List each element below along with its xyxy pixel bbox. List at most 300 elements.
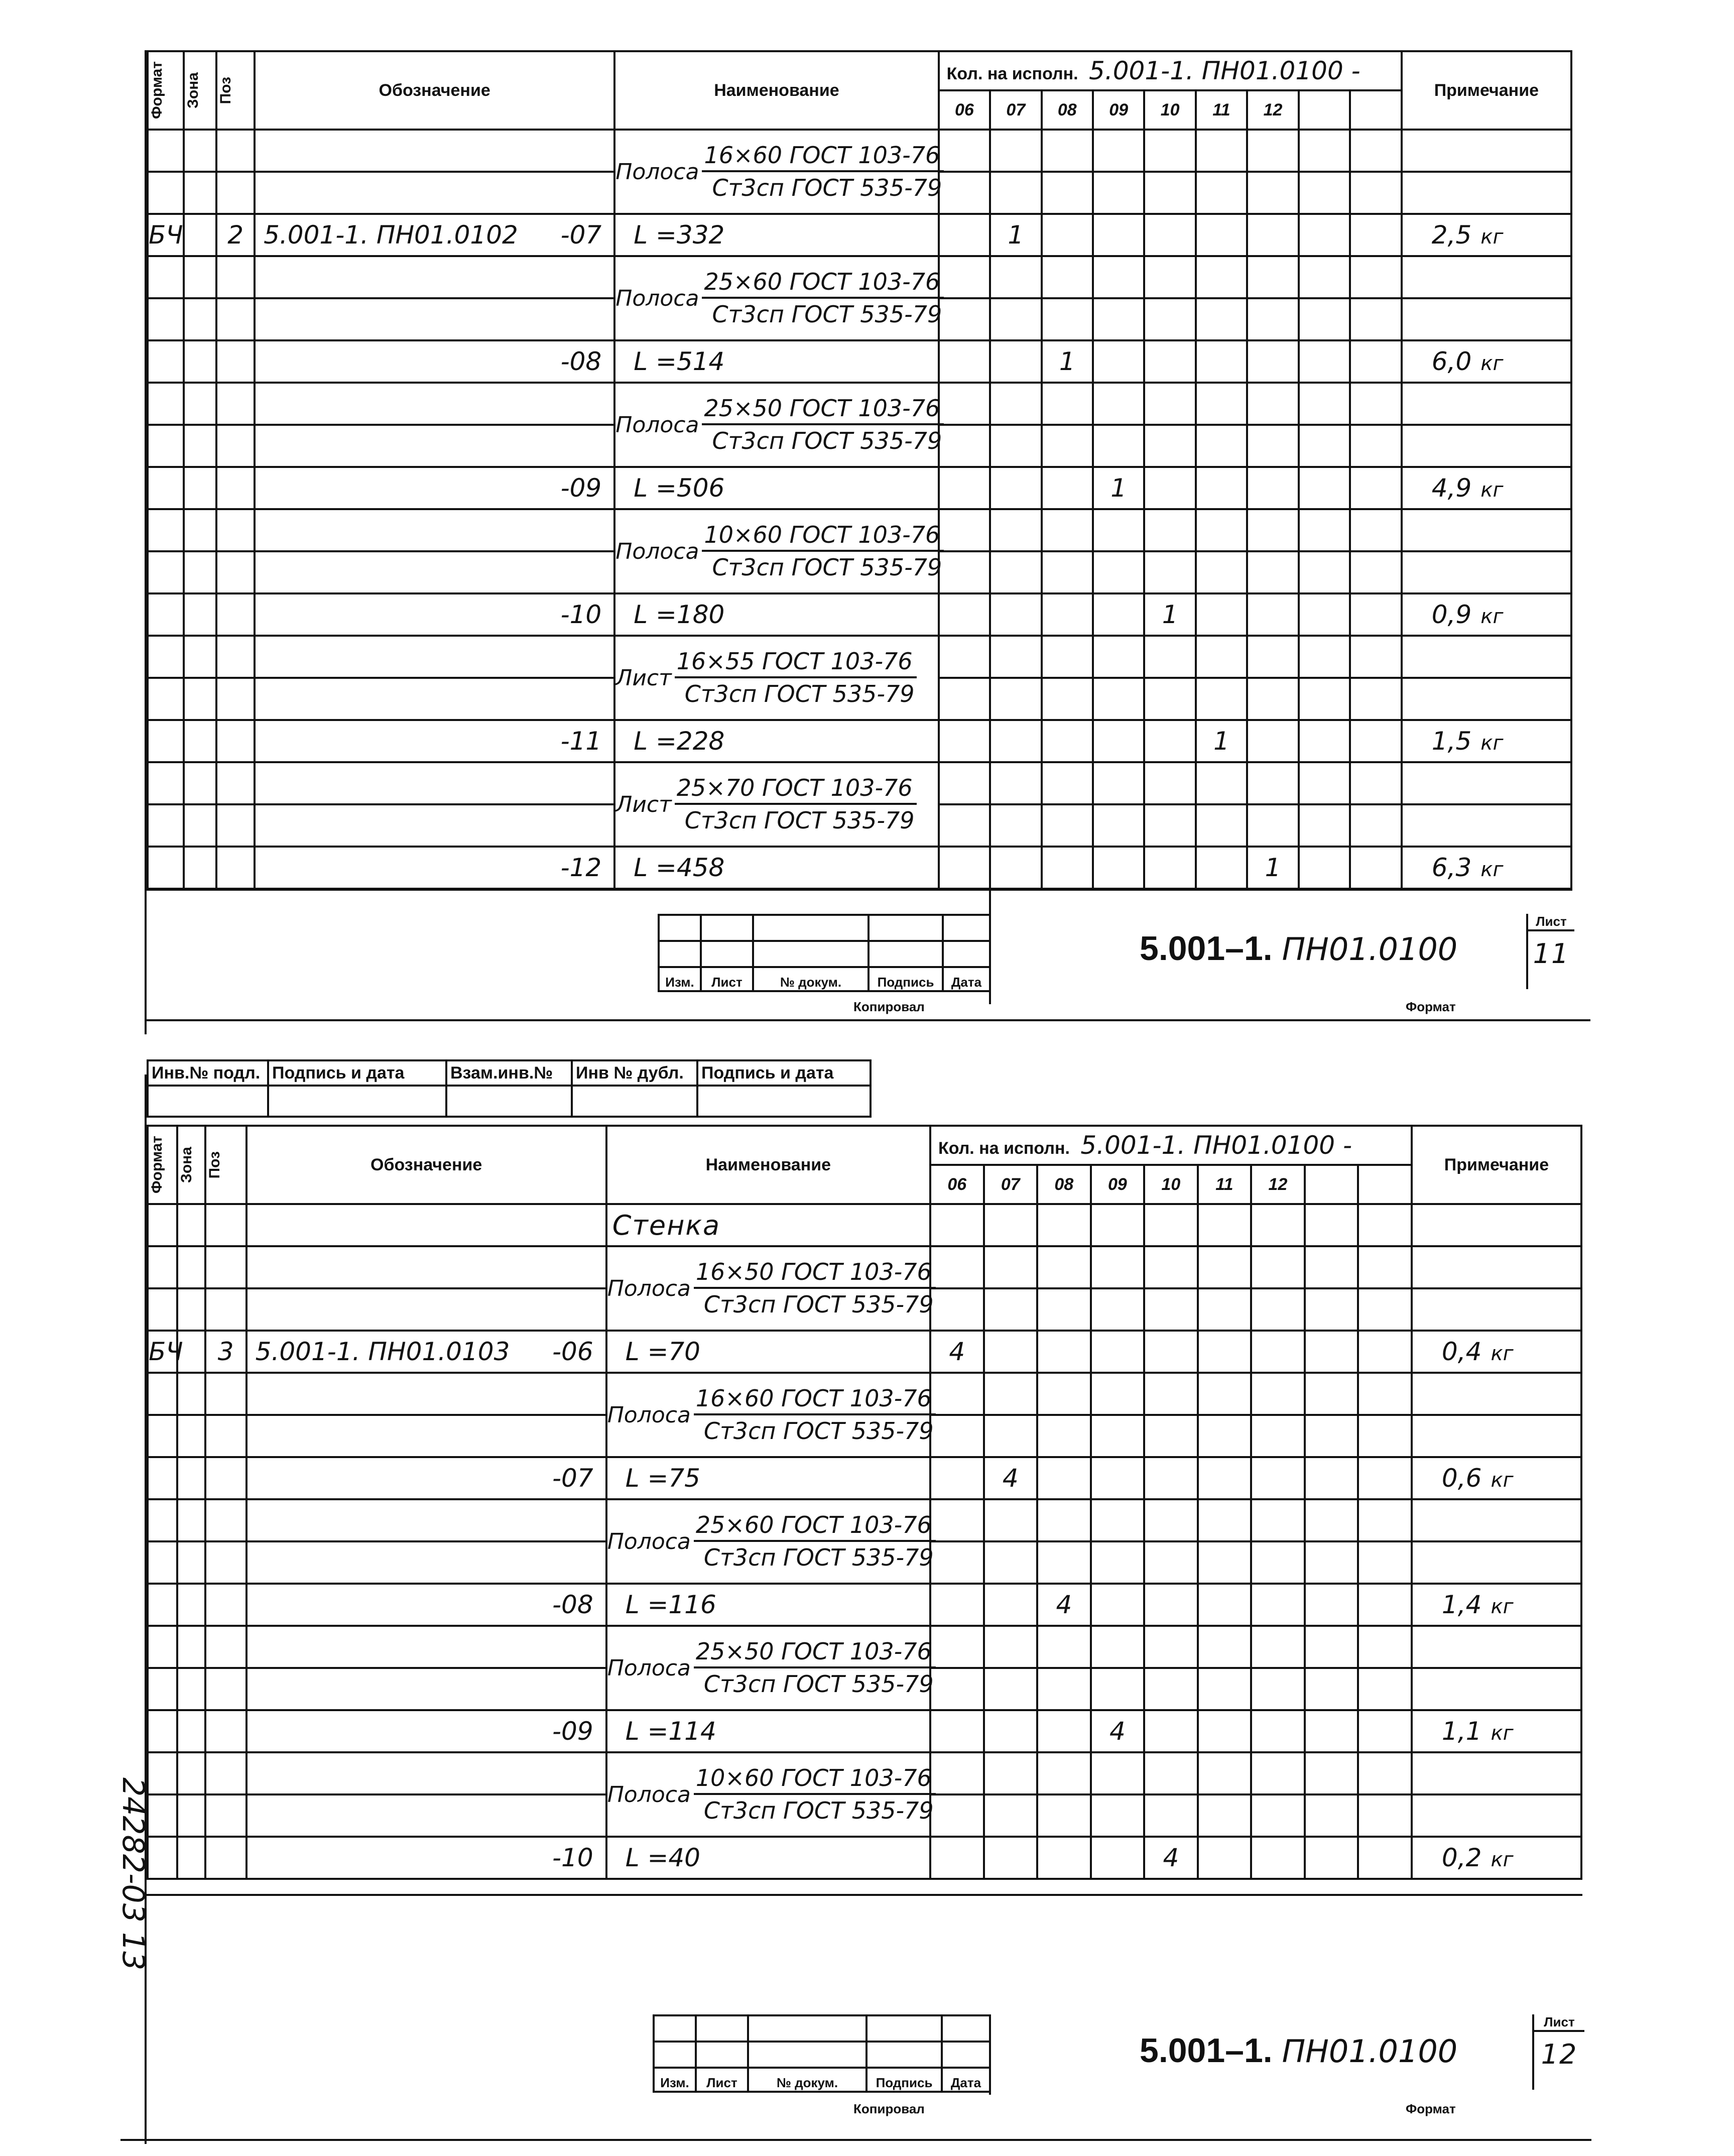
note-cell <box>1402 762 1571 804</box>
qty-cell <box>984 1710 1038 1752</box>
qty-cell <box>1144 1331 1198 1373</box>
qty-cell <box>1037 1837 1091 1879</box>
qty-cell <box>1144 1457 1198 1499</box>
zone-cell <box>177 1584 205 1626</box>
group-name: Стенка <box>606 1204 930 1246</box>
qty-cell <box>990 720 1041 762</box>
tb-label-sign: Подпись <box>869 967 943 991</box>
qty-cell <box>1091 1626 1145 1668</box>
qty-cell <box>1037 1331 1091 1373</box>
item-row <box>148 1837 1581 1879</box>
frame-bottom <box>120 2139 1591 2141</box>
qty-cell <box>1144 1415 1198 1457</box>
note-cell <box>1402 383 1571 425</box>
empty-cell <box>184 172 217 214</box>
qty-cell <box>1299 551 1350 593</box>
qty-cell <box>939 340 990 383</box>
qty-cell <box>1247 214 1298 256</box>
tb-label-date: Дата <box>943 967 990 991</box>
title-block-grid <box>653 2014 991 2093</box>
tb-label-list: Лист <box>701 967 753 991</box>
qty-cell <box>1198 1710 1252 1752</box>
qty-cell <box>1196 130 1247 172</box>
qty-cell <box>1247 172 1298 214</box>
qty-cell <box>1350 383 1402 425</box>
qty-cell <box>1144 467 1195 509</box>
qty-cell <box>1144 551 1195 593</box>
zone-cell <box>177 1710 205 1752</box>
material-row <box>148 383 1571 425</box>
item-row <box>148 1457 1581 1499</box>
designation-suffix: -10 <box>560 600 602 629</box>
qty-cell <box>1093 172 1144 214</box>
qty-cell <box>1251 1499 1305 1541</box>
qty-cell <box>1198 1752 1252 1794</box>
format-cell <box>148 847 184 889</box>
qty-cell <box>984 1373 1038 1415</box>
spec-body <box>148 1204 1581 1879</box>
empty-cell <box>255 551 614 593</box>
header-qty-code: 5.001-1. ПН01.0100 - <box>1080 1131 1352 1160</box>
qty-cell <box>1358 1288 1412 1331</box>
qty-cell: 1 <box>1042 340 1093 383</box>
empty-cell <box>216 130 255 172</box>
qty-cell <box>939 720 990 762</box>
qty-cell <box>1358 1710 1412 1752</box>
zone-cell <box>184 720 217 762</box>
stamp-table <box>147 1059 872 1118</box>
qty-cell <box>1305 1288 1358 1331</box>
material-type: Лист <box>615 791 672 817</box>
qty-cell <box>1299 593 1350 636</box>
tb-label-list: Лист <box>696 2068 748 2092</box>
qty-cell <box>1091 1331 1145 1373</box>
material-profile: 25×70 ГОСТ 103-76 <box>675 773 917 805</box>
mass-unit: кг <box>1480 478 1504 502</box>
qty-cell <box>1251 1710 1305 1752</box>
qty-cell <box>1251 1415 1305 1457</box>
qty-cell <box>1358 1752 1412 1794</box>
qty-cell <box>1358 1626 1412 1668</box>
format-cell: БЧ <box>148 1331 177 1373</box>
empty-cell <box>148 1794 177 1837</box>
qty-cell <box>1358 1794 1412 1837</box>
empty-cell <box>184 509 217 551</box>
mass-unit: кг <box>1480 352 1504 375</box>
mass-cell <box>1412 1710 1581 1752</box>
empty-cell <box>205 1415 246 1457</box>
qty-cell <box>1037 1626 1091 1668</box>
qty-cell <box>1144 1752 1198 1794</box>
empty-cell <box>177 1752 205 1794</box>
pos-cell <box>216 847 255 889</box>
material-grade: Ст3сп ГОСТ 535-79 <box>712 554 942 581</box>
qty-cell <box>1196 256 1247 298</box>
qty-cell <box>1251 1752 1305 1794</box>
qty-cell <box>984 1794 1038 1837</box>
material-cell <box>614 636 938 720</box>
length-cell: L =75 <box>606 1457 930 1499</box>
qty-cell <box>1093 847 1144 889</box>
material-type: Лист <box>615 665 672 691</box>
qty-cell <box>984 1584 1038 1626</box>
qty-cell <box>1358 1246 1412 1288</box>
note-cell <box>1412 1541 1581 1584</box>
qty-cell <box>1251 1794 1305 1837</box>
empty-cell <box>205 1541 246 1584</box>
qty-cell <box>1305 1541 1358 1584</box>
qty-cell <box>1247 130 1298 172</box>
header-note: Примечание <box>1402 51 1571 130</box>
designation-suffix: -09 <box>560 473 602 503</box>
material-profile: 10×60 ГОСТ 103-76 <box>694 1763 936 1795</box>
qty-cell <box>1144 214 1195 256</box>
empty-cell <box>255 172 614 214</box>
sheet-number-box <box>1526 914 1574 989</box>
empty-cell <box>246 1204 606 1246</box>
qty-cell <box>1305 1373 1358 1415</box>
tb-label-izm: Изм. <box>659 967 701 991</box>
qty-cell <box>1251 1541 1305 1584</box>
material-row <box>148 509 1571 551</box>
note-cell <box>1402 804 1571 847</box>
material-row <box>148 1246 1581 1288</box>
qty-cell <box>984 1499 1038 1541</box>
qty-cell <box>984 1288 1038 1331</box>
designation-suffix: -09 <box>552 1717 593 1746</box>
qty-cell <box>1196 214 1247 256</box>
qty-cell <box>1198 1373 1252 1415</box>
empty-cell <box>184 298 217 340</box>
qty-cell <box>1251 1668 1305 1710</box>
empty-cell <box>148 1626 177 1668</box>
mass-cell <box>1402 214 1571 256</box>
material-cell <box>614 762 938 847</box>
length-cell: L =180 <box>614 593 938 636</box>
mass-cell <box>1412 1837 1581 1879</box>
format-label: Формат <box>1406 999 1456 1014</box>
qty-cell <box>1299 720 1350 762</box>
qty-cell <box>1196 804 1247 847</box>
material-profile: 25×50 ГОСТ 103-76 <box>702 393 944 425</box>
designation-code: 5.001-1. ПН01.0103 <box>255 1337 510 1366</box>
qty-cell <box>1196 509 1247 551</box>
empty-cell <box>184 425 217 467</box>
mass-cell <box>1402 593 1571 636</box>
qty-cell <box>1247 762 1298 804</box>
length-cell: L =332 <box>614 214 938 256</box>
qty-cell <box>1350 804 1402 847</box>
qty-cell <box>990 383 1041 425</box>
qty-cell <box>1144 1584 1198 1626</box>
qty-cell <box>1144 804 1195 847</box>
note-cell <box>1402 509 1571 551</box>
qty-cell <box>990 762 1041 804</box>
qty-cell <box>990 256 1041 298</box>
qty-cell <box>1196 551 1247 593</box>
mass-value: 6,3 <box>1431 853 1472 882</box>
note-cell <box>1402 172 1571 214</box>
qty-cell <box>939 383 990 425</box>
designation-cell <box>246 1584 606 1626</box>
empty-cell <box>246 1499 606 1541</box>
designation-cell <box>255 340 614 383</box>
qty-cell <box>1299 298 1350 340</box>
empty-cell <box>216 636 255 678</box>
item-row <box>148 593 1571 636</box>
qty-cell <box>1247 298 1298 340</box>
qty-cell <box>1196 678 1247 720</box>
qty-cell <box>1144 1668 1198 1710</box>
material-type: Полоса <box>607 1655 691 1681</box>
qty-cell <box>1251 1288 1305 1331</box>
qty-cell <box>1299 172 1350 214</box>
material-type: Полоса <box>615 159 699 185</box>
pos-cell <box>205 1710 246 1752</box>
qty-cell: 1 <box>1144 593 1195 636</box>
qty-cell <box>1042 509 1093 551</box>
qty-cell <box>984 1246 1038 1288</box>
empty-cell <box>216 762 255 804</box>
empty-cell <box>205 1752 246 1794</box>
qty-cell: 1 <box>990 214 1041 256</box>
qty-cell <box>1144 340 1195 383</box>
qty-cell <box>1358 1584 1412 1626</box>
qty-cell <box>1144 1288 1198 1331</box>
variant-06: 06 <box>939 90 990 130</box>
qty-cell <box>1037 1541 1091 1584</box>
format-cell <box>148 1457 177 1499</box>
item-row <box>148 847 1571 889</box>
qty-cell <box>1144 1710 1198 1752</box>
qty-cell <box>1144 1626 1198 1668</box>
qty-cell <box>1247 509 1298 551</box>
header-designation: Обозначение <box>255 51 614 130</box>
qty-cell <box>1037 1246 1091 1288</box>
qty-cell <box>1037 1710 1091 1752</box>
copied-label: Копировал <box>853 2101 925 2116</box>
material-row <box>148 1499 1581 1541</box>
mass-value: 0,9 <box>1431 600 1472 629</box>
note-cell <box>1412 1752 1581 1794</box>
empty-cell <box>177 1626 205 1668</box>
empty-cell <box>246 1668 606 1710</box>
qty-cell <box>1350 593 1402 636</box>
qty-cell <box>1042 593 1093 636</box>
qty-cell <box>1091 1668 1145 1710</box>
item-row <box>148 214 1571 256</box>
empty-cell <box>177 1668 205 1710</box>
stamp-vzam-inv: Взам.инв.№ <box>446 1060 572 1086</box>
empty-cell <box>184 551 217 593</box>
note-cell <box>1402 636 1571 678</box>
qty-cell <box>1350 256 1402 298</box>
material-grade: Ст3сп ГОСТ 535-79 <box>712 427 942 454</box>
empty-cell <box>148 1373 177 1415</box>
empty-cell <box>148 1204 177 1246</box>
length-cell: L =116 <box>606 1584 930 1626</box>
empty-cell <box>205 1794 246 1837</box>
empty-cell <box>205 1373 246 1415</box>
qty-cell <box>939 172 990 214</box>
qty-cell: 1 <box>1196 720 1247 762</box>
qty-cell <box>1299 804 1350 847</box>
empty-cell <box>177 1204 205 1246</box>
qty-cell <box>1198 1457 1252 1499</box>
qty-cell <box>1358 1457 1412 1499</box>
empty-cell <box>246 1246 606 1288</box>
pos-cell: 2 <box>216 214 255 256</box>
qty-cell <box>1144 678 1195 720</box>
qty-cell <box>984 1752 1038 1794</box>
mass-value: 1,4 <box>1441 1590 1482 1619</box>
mass-value: 0,2 <box>1441 1843 1482 1872</box>
variant-12: 12 <box>1251 1165 1305 1204</box>
qty-cell <box>930 1584 984 1626</box>
qty-cell <box>930 1837 984 1879</box>
qty-cell <box>1299 130 1350 172</box>
qty-cell <box>1251 1331 1305 1373</box>
mass-value: 0,4 <box>1441 1337 1482 1366</box>
qty-cell <box>1093 636 1144 678</box>
qty-cell <box>1299 467 1350 509</box>
qty-cell <box>1198 1204 1252 1246</box>
qty-cell <box>1093 130 1144 172</box>
header-qty-prefix: Кол. на исполн. <box>938 1139 1070 1158</box>
zone-cell <box>177 1837 205 1879</box>
qty-cell: 4 <box>930 1331 984 1373</box>
zone-cell <box>177 1457 205 1499</box>
empty-cell <box>184 256 217 298</box>
mass-unit: кг <box>1491 1469 1514 1492</box>
qty-cell <box>1247 425 1298 467</box>
format-cell <box>148 720 184 762</box>
material-grade: Ст3сп ГОСТ 535-79 <box>703 1544 934 1571</box>
empty-cell <box>216 172 255 214</box>
qty-cell <box>1091 1373 1145 1415</box>
qty-cell <box>1198 1331 1252 1373</box>
qty-cell <box>1247 720 1298 762</box>
qty-cell <box>1042 847 1093 889</box>
qty-cell <box>930 1626 984 1668</box>
mass-value: 4,9 <box>1431 473 1472 503</box>
material-profile: 25×60 ГОСТ 103-76 <box>694 1510 936 1542</box>
qty-cell <box>1350 551 1402 593</box>
stamp-sign-date-2: Подпись и дата <box>697 1060 871 1086</box>
qty-cell <box>1037 1288 1091 1331</box>
qty-cell <box>939 425 990 467</box>
qty-cell <box>1042 214 1093 256</box>
empty-cell <box>205 1668 246 1710</box>
tb-label-doc: № докум. <box>748 2068 866 2092</box>
qty-cell <box>984 1415 1038 1457</box>
qty-cell <box>1196 172 1247 214</box>
tb-label-sign: Подпись <box>866 2068 942 2092</box>
qty-cell <box>1037 1415 1091 1457</box>
designation-cell <box>255 720 614 762</box>
header-format: Формат <box>149 1136 165 1194</box>
mass-unit: кг <box>1480 605 1504 628</box>
qty-cell <box>939 130 990 172</box>
qty-cell <box>1251 1373 1305 1415</box>
designation-cell <box>255 214 614 256</box>
spec-table <box>147 1125 1582 1880</box>
qty-cell <box>1196 298 1247 340</box>
qty-cell <box>1144 509 1195 551</box>
qty-cell <box>1305 1710 1358 1752</box>
qty-cell <box>1144 847 1195 889</box>
mass-cell <box>1412 1584 1581 1626</box>
material-type: Полоса <box>607 1402 691 1428</box>
qty-cell <box>1144 172 1195 214</box>
qty-cell <box>1042 383 1093 425</box>
qty-cell <box>1358 1331 1412 1373</box>
header-pos: Поз <box>206 1151 223 1179</box>
format-cell <box>148 1710 177 1752</box>
qty-cell <box>1305 1626 1358 1668</box>
header-qty-prefix: Кол. на исполн. <box>946 64 1078 83</box>
qty-cell <box>990 467 1041 509</box>
empty-cell <box>205 1499 246 1541</box>
qty-cell <box>930 1288 984 1331</box>
empty-cell <box>205 1204 246 1246</box>
doc-code: 5.001–1. ПН01.0100 <box>1140 2031 1458 2070</box>
qty-cell <box>1091 1415 1145 1457</box>
qty-cell <box>1093 383 1144 425</box>
pos-cell <box>205 1837 246 1879</box>
header-designation: Обозначение <box>246 1126 606 1204</box>
empty-cell <box>255 383 614 425</box>
mass-unit: кг <box>1480 732 1504 755</box>
note-cell <box>1412 1794 1581 1837</box>
qty-cell <box>1091 1204 1145 1246</box>
designation-suffix: -10 <box>552 1843 593 1872</box>
zone-cell <box>184 340 217 383</box>
format-cell <box>148 340 184 383</box>
empty-cell <box>205 1288 246 1331</box>
note-cell <box>1402 678 1571 720</box>
empty-cell <box>148 551 184 593</box>
note-cell <box>1412 1204 1581 1246</box>
qty-cell <box>1196 467 1247 509</box>
qty-cell <box>1144 636 1195 678</box>
variant-10: 10 <box>1144 90 1195 130</box>
empty-cell <box>255 130 614 172</box>
empty-cell <box>177 1415 205 1457</box>
item-row <box>148 467 1571 509</box>
header-name: Наименование <box>606 1126 930 1204</box>
material-type: Полоса <box>607 1528 691 1554</box>
length-cell: L =514 <box>614 340 938 383</box>
empty-cell <box>148 383 184 425</box>
empty-cell <box>148 1752 177 1794</box>
qty-cell <box>1037 1668 1091 1710</box>
empty-cell <box>246 1794 606 1837</box>
mass-cell <box>1402 467 1571 509</box>
material-grade: Ст3сп ГОСТ 535-79 <box>712 301 942 328</box>
empty-cell <box>216 256 255 298</box>
designation-cell <box>255 847 614 889</box>
note-cell <box>1402 298 1571 340</box>
pos-cell <box>216 720 255 762</box>
empty-cell <box>255 678 614 720</box>
qty-cell <box>1144 256 1195 298</box>
note-cell <box>1412 1415 1581 1457</box>
empty-cell <box>148 1415 177 1457</box>
material-profile: 16×55 ГОСТ 103-76 <box>675 646 917 678</box>
qty-cell <box>1091 1794 1145 1837</box>
spec-body <box>148 130 1571 889</box>
